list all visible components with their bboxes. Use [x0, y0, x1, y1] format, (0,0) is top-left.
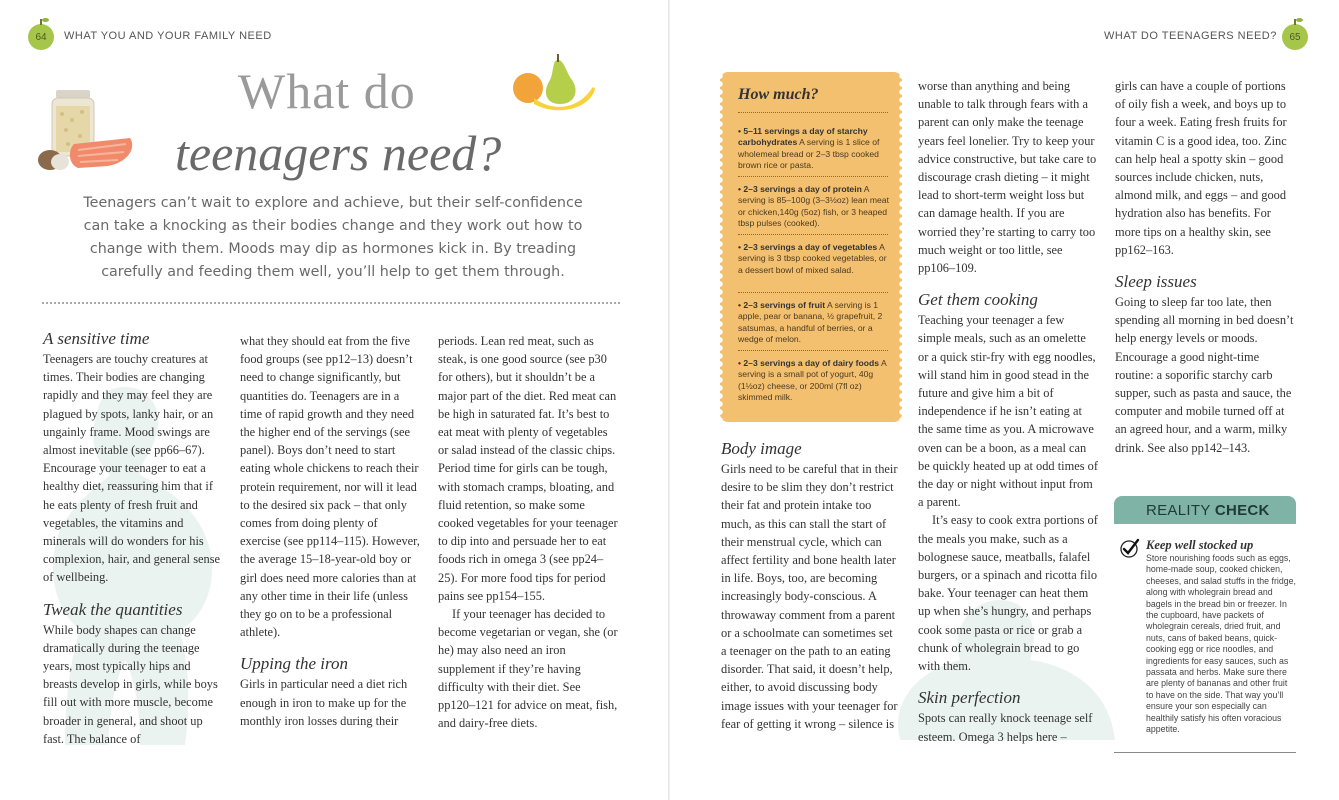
right-column-1 — [721, 438, 901, 733]
serving-detail: A serving is a small pot of yogurt, 40g (1½oz) cheese, or 200ml (7fl oz) skimmed milk. — [738, 358, 887, 403]
page-title-line2: teenagers need? — [175, 125, 502, 181]
page-number-right: 65 — [1289, 31, 1301, 43]
food-jar-salmon-egg-illustration — [38, 86, 138, 176]
fruit-orange-pear-banana-illustration — [512, 54, 596, 114]
intro-paragraph: Teenagers can’t wait to explore and achieve, but their self-confidence can take a knocking as their bodies change and they work out how to change with them. Moods may dip as hormones kick in. By treading carefully and feeding them well, you’ll help to get them through. — [83, 195, 583, 280]
page-number-badge-right — [1282, 24, 1308, 50]
body-text: While body shapes can change dramatically during the teenage years, most typically hips and breasts develop in girls, while boys fill out with more muscle, become broader in general, and shoot up fast. The balance of — [43, 622, 218, 746]
serving-label: • 2–3 servings of fruit — [738, 300, 826, 310]
right-column-3 — [1115, 77, 1297, 457]
serving-label: • 5–11 servings a day of starchy carbohydrates — [738, 126, 868, 148]
heading-body-image: Body image — [721, 439, 802, 458]
serving-item — [738, 242, 890, 276]
body-text: Girls need to be careful that in their desire to be slim they don’t restrict their fat and protein intake too much, as this can stall the start of their menstrual cycle, which can affect fertility and bone health later in life. Boys, too, are becoming increasingly body-conscious. A throwaway comment from a parent or a schoolmate can sometimes set a teenager on the path to an eating disorder. That said, it doesn’t help, either, to avoid discussing body image issues with your teenager for fear of getting it wrong – silence is — [721, 462, 898, 731]
left-column-2 — [240, 332, 420, 730]
serving-item — [738, 358, 890, 404]
serving-item — [738, 126, 890, 172]
serving-label: • 2–3 servings a day of dairy foods — [738, 358, 880, 368]
heading-get-them-cooking: Get them cooking — [918, 290, 1038, 310]
page-number-left: 64 — [35, 31, 47, 43]
reality-check-title: Keep well stocked up — [1146, 538, 1254, 552]
heading-skin-perfection: Skin perfection — [918, 688, 1021, 708]
body-text: periods. Lean red meat, such as steak, is one good source (see p30 for others), but it shouldn’t be a major part of the diet. Red meat can be high in saturated fat. It’s best to eat meat with plenty of vegetables or salad instead of the classic chips. Period time for girls can be tough, with stomach cramps, bloating, and fluid retention, so make some cooked vegetables for your teenager to dip into and persuade her to eat foods rich in omega 3 (see pp24–25). For more food tips for period pains see pp154–155. — [438, 334, 618, 603]
heading-sleep-issues: Sleep issues — [1115, 272, 1197, 292]
serving-detail: A serving is 1 slice of wholemeal bread or 2–3 tbsp cooked brown rice or pasta. — [738, 137, 880, 171]
page-title-line1: What do — [238, 63, 416, 119]
reality-check-body — [1114, 524, 1296, 736]
left-column-3 — [438, 332, 618, 732]
serving-detail: A serving is 1 apple, pear or banana, ½ grapefruit, 2 satsumas, a handful of berries, or a wedge of melon. — [738, 300, 883, 345]
serving-label: • 2–3 servings a day of protein — [738, 184, 862, 194]
panel-divider — [738, 176, 888, 177]
body-text: girls can have a couple of portions of oily fish a week, and boys up to four a week. Eating fresh fruits for vitamin C is a good idea, too. Zinc can help heal a spotty skin – good sources include chicken, nuts, almond milk, and eggs – and good hydration also has benefits. For more tips on a healthy skin, see pp162–163. — [1115, 79, 1287, 257]
body-text: Going to sleep far too late, then spending all morning in bed doesn’t help energy levels or moods. Encourage a good night-time routine: a soporific starchy carb supper, such as pasta and sauce, the computer and mobile turned off at an agreed hour, and a warm, milky drink. See also pp142–143. — [1115, 295, 1294, 455]
body-text: Spots can really knock teenage self esteem. Omega 3 helps here – — [918, 711, 1093, 744]
heading-sensitive-time: A sensitive time — [43, 329, 150, 348]
how-much-panel — [720, 72, 902, 422]
left-column-1 — [43, 328, 223, 748]
left-page — [0, 0, 668, 800]
panel-divider — [738, 112, 888, 113]
serving-item — [738, 300, 890, 346]
dotted-divider — [42, 302, 620, 304]
serving-label: • 2–3 servings a day of vegetables — [738, 242, 878, 252]
check-label: CHECK — [1214, 502, 1270, 519]
reality-label: REALITY — [1146, 502, 1215, 519]
heading-upping-iron: Upping the iron — [240, 654, 348, 674]
serving-detail: A serving is 85–100g (3–3½oz) lean meat or chicken,140g (5oz) fish, or 3 heaped tbsp pulses (cooked). — [738, 184, 889, 229]
panel-divider — [738, 234, 888, 235]
page-number-badge-left — [28, 24, 54, 50]
heading-tweak-quantities: Tweak the quantities — [43, 599, 183, 619]
body-text: worse than anything and being unable to talk through fears with a parent can only make the teenage years feel lonelier. Try to keep your advice constructive, but take care to discourage crash dieting – it might lead to short-term weight loss but can damage health. If you are worried they’re starting to carry too much weight or too little, see pp106–109. — [918, 79, 1097, 276]
reality-check-bottom-rule — [1114, 752, 1296, 753]
body-text: what they should eat from the five food groups (see pp12–13) doesn’t need to change significantly, but quantities do. Teenagers are in a time of rapid growth and they need the higher end of the servings (see panel). Boys don’t need to start eating whole chickens to reach their protein requirement, nor will it lead to the desired six pack – that only comes from doing plenty of exercise (see pp114–115). However, the average 15–18-year-old boy or girl does need more calories than at any other time in their life (unless they go on to be a professional athlete). — [240, 334, 420, 640]
body-text: If your teenager has decided to become vegetarian or vegan, she (or he) may also need an iron supplement if they’re having difficulty with their diet. See pp120–121 for advice on meat, fish, and dairy-free diets. — [438, 607, 618, 731]
body-text: Teenagers are touchy creatures at times. Their bodies are changing rapidly and they may feel they are plagued by spots, lanky hair, or an ungainly frame. Mood swings are almost inevitable (see pp66–67). Encourage your teenager to eat a healthy diet, reassuring him that if he eats plenty of fresh fruit and vegetables, the vitamins and minerals will do wonders for his complexion, hair, and general sense of wellbeing. — [43, 352, 221, 585]
right-column-2 — [918, 77, 1098, 746]
body-text: Teaching your teenager a few simple meals, such as an omelette or a quick stir-fry with egg noodles, will stand him in good stead in the future and give him a bit of independence if he isn’t eating at the same time as you. A microwave oven can be a boon, as a meal can be quickly heated up at odd times of the day or night without input from a parent. — [918, 313, 1098, 510]
body-text: It’s easy to cook extra portions of the meals you make, such as a bolognese sauce, meatballs, falafel burgers, or a spinach and ricotta filo bake. Your teenager can heat them up when she’s hungry, and perhaps cook some pasta or rice or grab a chunk of wholegrain bread to go with them. — [918, 513, 1098, 674]
body-text: Girls in particular need a diet rich enough in iron to make up for the monthly iron losses during their — [240, 677, 408, 728]
checkmark-circle-icon — [1120, 538, 1140, 558]
running-header-right: WHAT DO TEENAGERS NEED? — [1104, 30, 1277, 42]
serving-item — [738, 184, 890, 230]
how-much-title: How much? — [738, 86, 819, 103]
running-header-left: WHAT YOU AND YOUR FAMILY NEED — [64, 30, 272, 42]
serving-detail: A serving is 3 tbsp cooked vegetables, or a dessert bowl of mixed salad. — [738, 242, 887, 275]
reality-check-text: Store nourishing foods such as eggs, home-made soup, cooked chicken, cheeses, and salad stuffs in the fridge, along with wholegrain bread and bagels in the bread bin or freezer. In the cupboard, have packets of wholegrain cereals, dried fruit, and nuts, cans of baked beans, quick-cooking egg or rice noodles, and ingredients for easy sauces, such as passata and herbs. Make sure there are plenty of bananas and other fruit to have on the side. That way you’ll ensure your son especially can healthily satisfy his often voracious appetite. — [1146, 553, 1296, 735]
reality-check-header — [1114, 496, 1296, 524]
reality-check-box — [1114, 496, 1296, 736]
panel-divider — [738, 350, 888, 351]
panel-divider — [738, 292, 888, 293]
